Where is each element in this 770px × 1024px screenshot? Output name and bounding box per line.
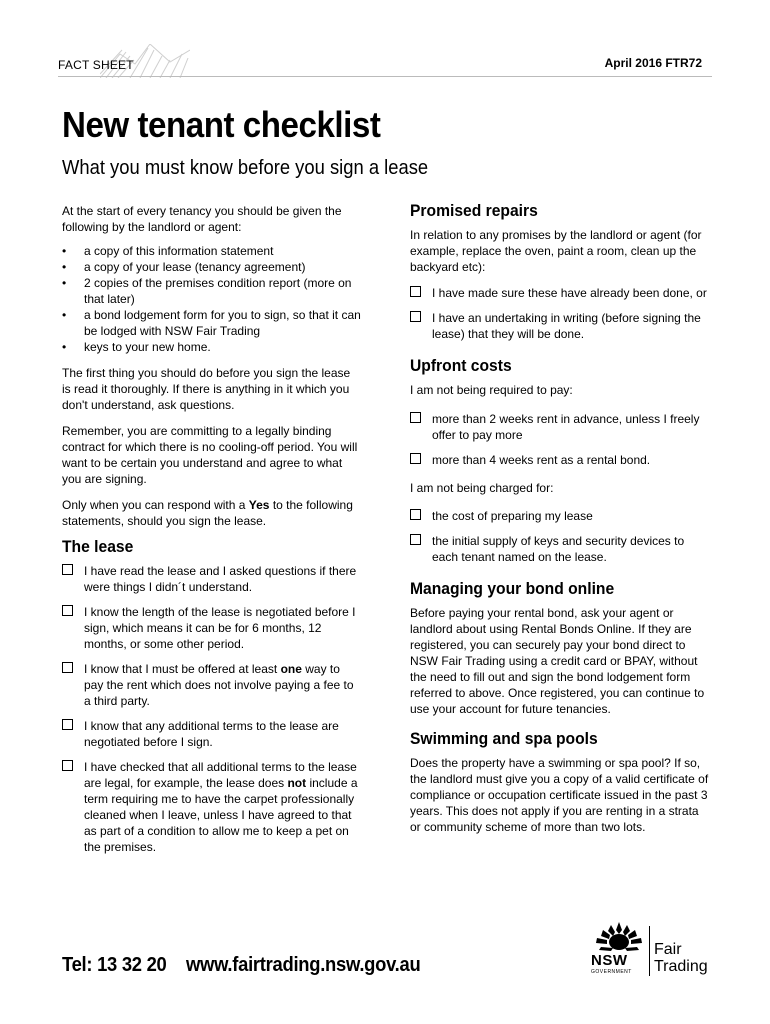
checkbox[interactable] bbox=[410, 286, 421, 297]
list-item: • 2 copies of the premises condition report (more on that later) bbox=[62, 275, 362, 307]
right-column bbox=[410, 203, 710, 845]
lease-check-additional-terms: I know that any additional terms to the lease are negotiated before I sign. bbox=[62, 718, 362, 750]
checkbox[interactable] bbox=[62, 564, 73, 575]
page-subtitle: What you must know before you sign a lease bbox=[62, 157, 429, 179]
binding-contract-paragraph: Remember, you are committing to a legally binding contract for which there is no cooling-off period. You will want to be certain you understand and agree to what you are signing. bbox=[62, 424, 358, 486]
page-title: New tenant checklist bbox=[62, 104, 381, 145]
costs-check-lease-preparation: the cost of preparing my lease bbox=[410, 508, 710, 524]
pools-text: Does the property have a swimming or spa pool? If so, the landlord must give you a copy of a valid certificate of compliance or occupation certificate issued in the past 3 years. This does not apply if you are renting in a strata or community scheme of more than two lots. bbox=[410, 756, 709, 834]
logo-divider bbox=[649, 926, 650, 976]
footer-website-link[interactable]: www.fairtrading.nsw.gov.au bbox=[186, 954, 421, 976]
logo-nsw-text: NSW bbox=[591, 952, 628, 969]
checkbox[interactable] bbox=[62, 760, 73, 771]
waratah-icon bbox=[593, 920, 645, 952]
costs-check-rent-advance: more than 2 weeks rent in advance, unless I freely offer to pay more bbox=[410, 411, 710, 443]
checkbox[interactable] bbox=[410, 509, 421, 520]
document-date-code: April 2016 FTR72 bbox=[604, 56, 702, 70]
list-item: • keys to your new home. bbox=[62, 339, 362, 355]
left-column bbox=[62, 203, 362, 864]
checkbox[interactable] bbox=[410, 534, 421, 545]
intro-paragraph: At the start of every tenancy you should be given the following by the landlord or agent: bbox=[62, 204, 342, 234]
costs-check-keys: the initial supply of keys and security devices to each tenant named on the lease. bbox=[410, 533, 710, 565]
bond-online-heading: Managing your bond online bbox=[410, 579, 615, 598]
checkbox[interactable] bbox=[62, 719, 73, 730]
checkbox[interactable] bbox=[410, 311, 421, 322]
upfront-costs-heading: Upfront costs bbox=[410, 356, 512, 375]
header-divider bbox=[58, 76, 712, 77]
not-required-to-pay-label: I am not being required to pay: bbox=[410, 383, 573, 397]
not-charged-for-label: I am not being charged for: bbox=[410, 481, 554, 495]
lease-check-read: I have read the lease and I asked questions if there were things I didn´t understand. bbox=[62, 563, 362, 595]
list-item: • a bond lodgement form for you to sign, so that it can be lodged with NSW Fair Trading bbox=[62, 307, 362, 339]
lease-heading: The lease bbox=[62, 537, 134, 556]
repairs-check-done: I have made sure these have already been done, or bbox=[410, 285, 710, 301]
checkbox[interactable] bbox=[62, 605, 73, 616]
costs-check-rental-bond: more than 4 weeks rent as a rental bond. bbox=[410, 452, 710, 468]
lease-check-rent-payment: I know that I must be offered at least one way to pay the rent which does not involve paying a fee to a third party. bbox=[62, 661, 362, 709]
lease-check-legal-terms: I have checked that all additional terms to the lease are legal, for example, the lease does not include a term requiring me to have the carpet professionally cleaned when I leave, unless I have agreed to that as part of a condition to allow me to keep a pet on the premises. bbox=[62, 759, 362, 855]
fact-sheet-label: FACT SHEET bbox=[58, 58, 134, 72]
list-item: • a copy of this information statement bbox=[62, 243, 362, 259]
checkbox[interactable] bbox=[410, 453, 421, 464]
footer-telephone: Tel: 13 32 20 bbox=[62, 954, 167, 976]
bond-online-text: Before paying your rental bond, ask your agent or landlord about using Rental Bonds Online. If they are registered, you can securely pay your bond direct to NSW Fair Trading using a credit card or BPAY, without the need to fill out and sign the bond lodgement form referred to above. Once registered, you can continue to use your account for future tenancies. bbox=[410, 606, 705, 716]
repairs-check-undertaking: I have an undertaking in writing (before signing the lease) that they will be done. bbox=[410, 310, 710, 342]
read-lease-paragraph: The first thing you should do before you sign the lease is read it thoroughly. If there is anything in it which you don't understand, ask questions. bbox=[62, 366, 351, 412]
lease-check-length: I know the length of the lease is negotiated before I sign, which means it can be for 6 months, 12 months, or some other period. bbox=[62, 604, 362, 652]
promised-repairs-heading: Promised repairs bbox=[410, 201, 538, 220]
logo-fair-trading-text: Fair Trading bbox=[654, 941, 708, 975]
logo-government-text: GOVERNMENT bbox=[591, 969, 632, 975]
respond-yes-paragraph: Only when you can respond with a Yes to the following statements, should you sign the lease. bbox=[62, 498, 353, 528]
pools-heading: Swimming and spa pools bbox=[410, 729, 598, 748]
list-item: • a copy of your lease (tenancy agreement) bbox=[62, 259, 362, 275]
checkbox[interactable] bbox=[62, 662, 73, 673]
nsw-fair-trading-logo bbox=[591, 920, 721, 980]
promised-repairs-intro: In relation to any promises by the landlord or agent (for example, replace the oven, paint a room, clean up the backyard etc): bbox=[410, 228, 702, 274]
tenancy-documents-list bbox=[62, 243, 362, 355]
checkbox[interactable] bbox=[410, 412, 421, 423]
